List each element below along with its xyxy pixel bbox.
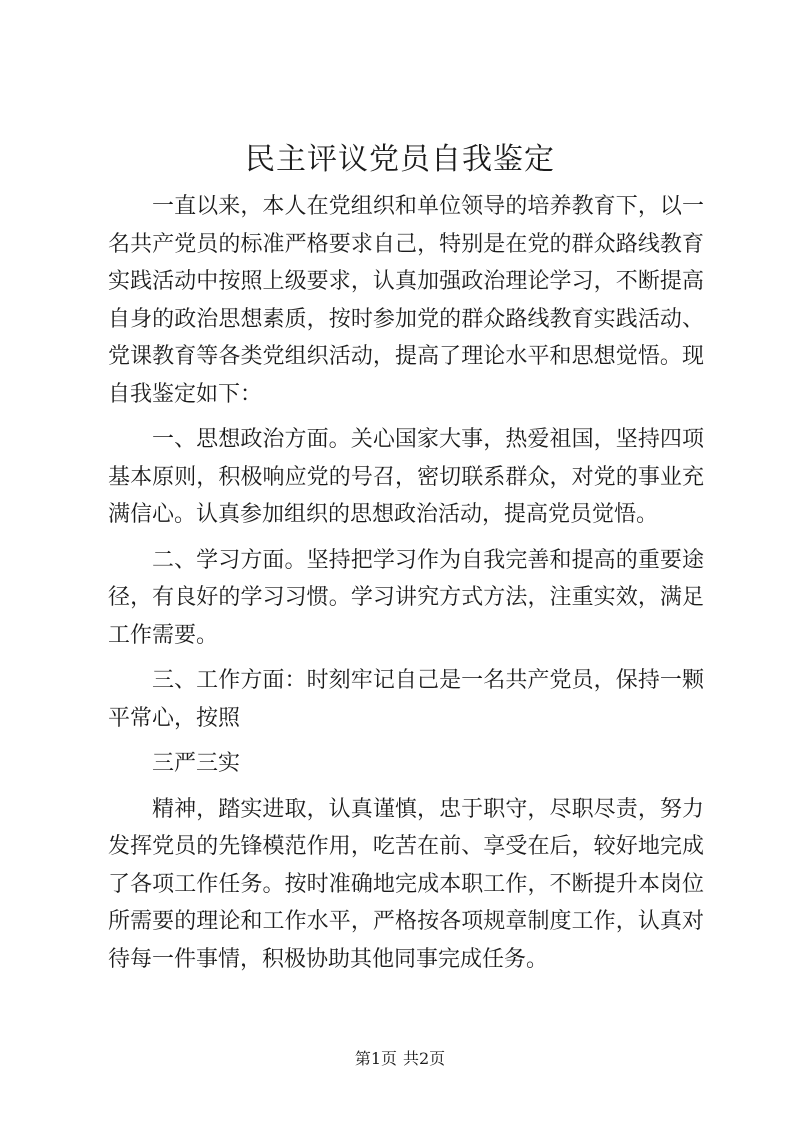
page-footer	[0, 1048, 800, 1070]
page-number: 第1页	[354, 1049, 397, 1068]
paragraph-work: 三、工作方面：时刻牢记自己是一名共产党员，保持一颗平常心，按照	[108, 668, 704, 731]
paragraph-study: 二、学习方面。坚持把学习作为自我完善和提高的重要途径，有良好的学习习惯。学习讲究方式方法，注重实效，满足工作需要。	[108, 547, 704, 648]
paragraph-three-strict: 三严三实	[152, 751, 241, 776]
paragraph-political: 一、思想政治方面。关心国家大事，热爱祖国，坚持四项基本原则，积极响应党的号召，密切联系群众，对党的事业充满信心。认真参加组织的思想政治活动，提高党员觉悟。	[108, 427, 704, 527]
document-body	[108, 188, 704, 978]
paragraph-intro: 一直以来，本人在党组织和单位领导的培养教育下，以一名共产党员的标准严格要求自己，特别是在党的群众路线教育实践活动中按照上级要求，认真加强政治理论学习，不断提高自身的政治思想素质，按时参加党的群众路线教育实践活动、党课教育等各类党组织活动，提高了理论水平和思想觉悟。现自我鉴定如下：	[108, 194, 704, 407]
paragraph-spirit: 精神，踏实进取，认真谨慎，忠于职守，尽职尽责，努力发挥党员的先锋模范作用，吃苦在前、享受在后，较好地完成了各项工作任务。按时准确地完成本职工作，不断提升本岗位所需要的理论和工作水平，严格按各项规章制度工作，认真对待每一件事情，积极协助其他同事完成任务。	[108, 796, 704, 972]
document-title: 民主评议党员自我鉴定	[245, 142, 555, 177]
page-total: 共2页	[403, 1049, 446, 1068]
